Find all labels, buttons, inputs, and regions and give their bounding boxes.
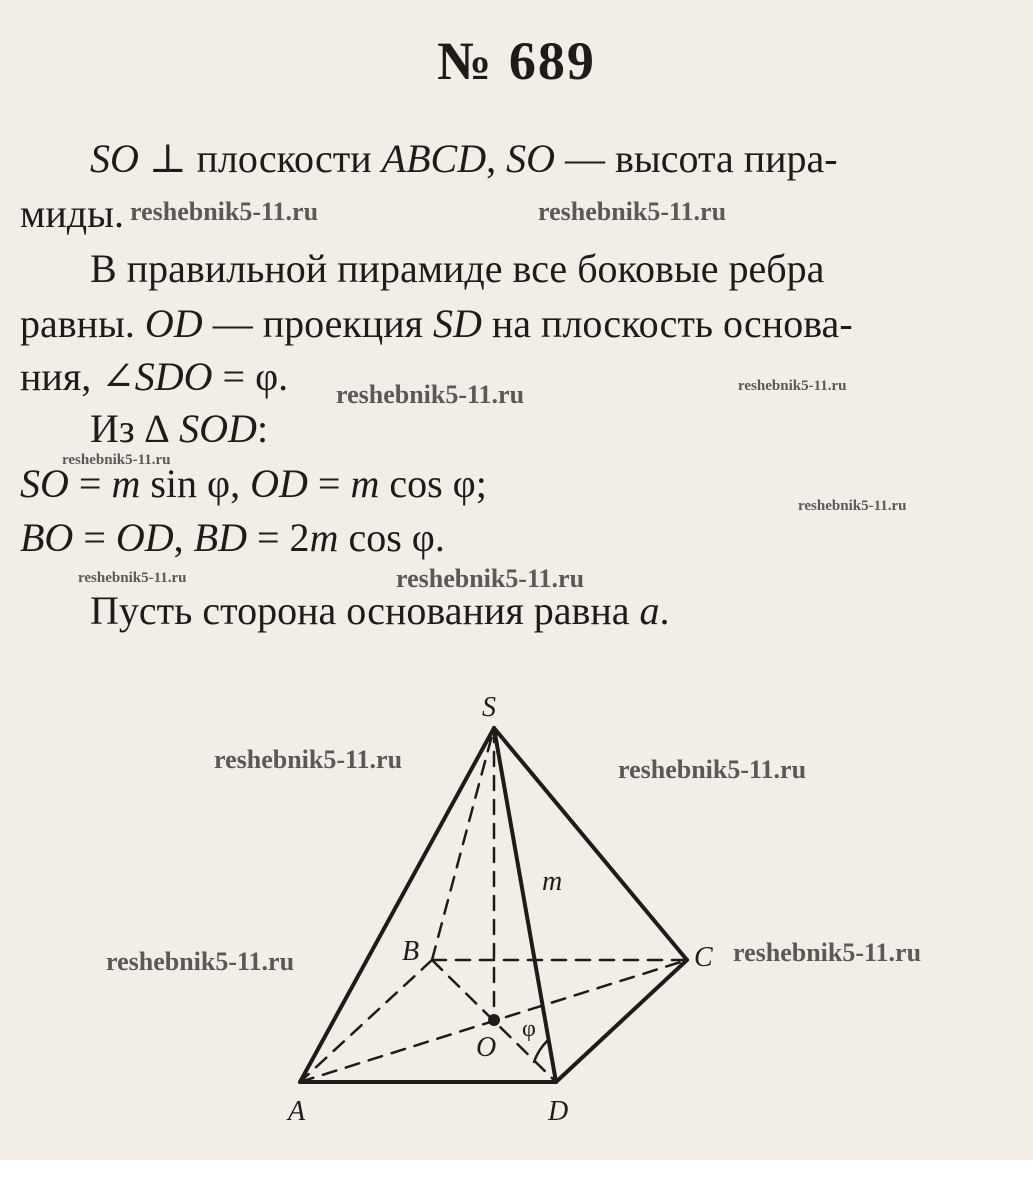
- point-O: [488, 1014, 500, 1026]
- math-abcd: ABCD: [381, 136, 487, 181]
- math-bd: BD: [193, 515, 247, 560]
- math-so: SO: [90, 136, 139, 181]
- text-run: cos φ;: [379, 461, 487, 506]
- text-run: =: [68, 461, 112, 506]
- math-a: a: [639, 588, 660, 633]
- text-run: миды.: [20, 191, 124, 236]
- text-run: Пусть сторона основания равна: [90, 588, 640, 633]
- text-run: cos φ.: [338, 515, 445, 560]
- text-run: = φ.: [212, 354, 289, 399]
- math-sdo: SDO: [134, 354, 213, 399]
- watermark: reshebnik5-11.ru: [396, 564, 585, 593]
- watermark: reshebnik5-11.ru: [336, 380, 525, 409]
- watermark: reshebnik5-11.ru: [62, 452, 171, 468]
- text-run: — высота пира-: [555, 136, 838, 181]
- text-run: = 2: [247, 515, 310, 560]
- math-od: OD: [115, 515, 174, 560]
- label-O: O: [476, 1032, 497, 1063]
- angle-phi-arc: [534, 1040, 548, 1062]
- label-B: B: [402, 936, 420, 967]
- math-bo: BO: [20, 515, 74, 560]
- math-so: SO: [506, 136, 555, 181]
- edge-AB-hidden: [300, 960, 432, 1082]
- text-run: равны.: [20, 301, 145, 346]
- watermark: reshebnik5-11.ru: [106, 947, 295, 976]
- math-od: OD: [250, 461, 308, 506]
- watermark: reshebnik5-11.ru: [618, 755, 807, 784]
- label-m: m: [542, 866, 563, 897]
- text-run: ,: [486, 136, 507, 181]
- math-od: OD: [144, 301, 203, 346]
- problem-number: № 689: [437, 31, 596, 91]
- watermark: reshebnik5-11.ru: [130, 197, 319, 226]
- math-m: m: [350, 461, 380, 506]
- label-D: D: [548, 1096, 569, 1127]
- label-A: A: [288, 1096, 306, 1127]
- text-run: ния, ∠: [20, 354, 135, 399]
- watermark: reshebnik5-11.ru: [538, 197, 727, 226]
- watermark: reshebnik5-11.ru: [798, 498, 907, 514]
- text-run: — проекция: [202, 301, 433, 346]
- edge-DC: [556, 960, 687, 1082]
- text-run: ⊥ плоскости: [138, 136, 382, 181]
- text-run: Из ∆: [90, 406, 180, 451]
- edge-SB-hidden: [432, 728, 494, 960]
- text-run: на плоскость основа-: [481, 301, 853, 346]
- watermark: reshebnik5-11.ru: [78, 570, 187, 586]
- label-C: C: [694, 942, 713, 973]
- watermark: reshebnik5-11.ru: [214, 745, 403, 774]
- watermark: reshebnik5-11.ru: [738, 378, 847, 394]
- math-sod: SOD: [179, 406, 257, 451]
- text-run: .: [659, 588, 670, 633]
- math-sd: SD: [433, 301, 482, 346]
- math-so: SO: [20, 461, 69, 506]
- text-run: В правильной пирамиде все боковые ребра: [90, 246, 825, 291]
- math-m: m: [111, 461, 141, 506]
- text-run: ,: [173, 515, 194, 560]
- text-run: =: [307, 461, 351, 506]
- math-m: m: [309, 515, 339, 560]
- text-run: :: [256, 406, 269, 451]
- text-run: =: [73, 515, 116, 560]
- label-S: S: [482, 692, 496, 723]
- text-run: sin φ,: [140, 461, 251, 506]
- watermark: reshebnik5-11.ru: [733, 938, 922, 967]
- label-phi: φ: [522, 1016, 536, 1042]
